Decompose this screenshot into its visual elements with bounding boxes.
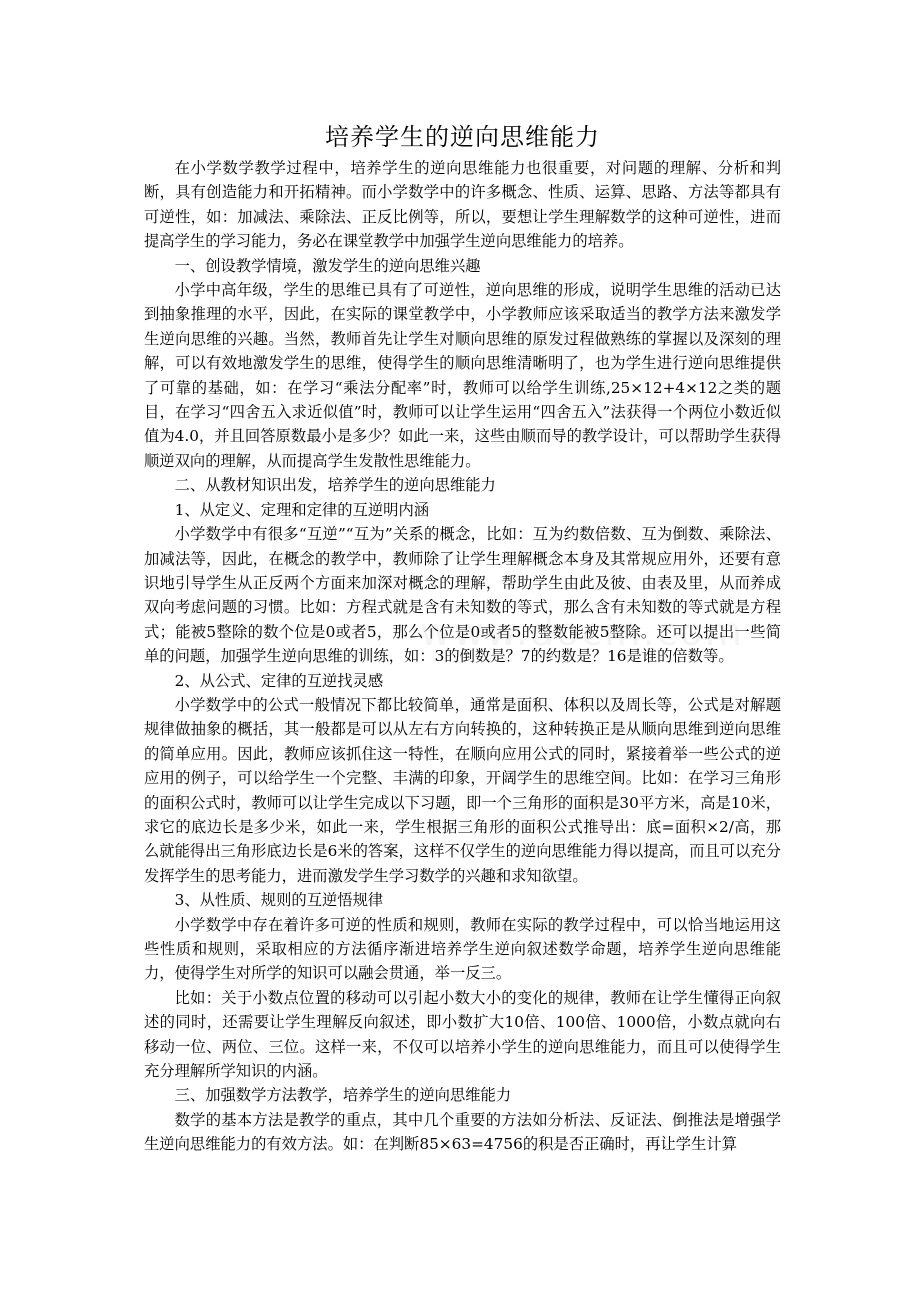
paragraph-subsection-2-3-example: 比如：关于小数点位置的移动可以引起小数大小的变化的规律，教师在让学生懂得正向叙述的同时，还需要让学生理解反向叙述，即小数扩大10倍、100倍、1000倍，小数点就向右移动一位、两位、三位。这样一来，不仅可以培养小学生的逆向思维能力，而且可以使得学生充分理解所学知识的内涵。	[144, 988, 781, 1081]
paragraph-subsection-2-1: 小学数学中有很多“互逆”“互为”关系的概念，比如：互为约数倍数、互为倒数、乘除法、加减法等，因此，在概念的教学中，教师除了让学生理解概念本身及其常规应用外，还要有意识地引导学生从正反两个方面来加深对概念的理解，帮助学生由此及彼、由表及里，从而养成双向考虑问题的习惯。比如：方程式就是含有未知数的等式，那么含有未知数的等式就是方程式；能被5整除的数个位是0或者5，那么个位是0或者5的整数能被5整除。还可以提出一些简单的问题，加强学生逆向思维的训练，如：3的倒数是？7的约数是？16是谁的倍数等。	[144, 525, 781, 666]
paragraph-subsection-2-3: 小学数学中存在着许多可逆的性质和规则，教师在实际的教学过程中，可以恰当地运用这些性质和规则，采取相应的方法循序渐进培养学生逆向叙述数学命题，培养学生逆向思维能力，使得学生对所学的知识可以融会贯通，举一反三。	[144, 915, 781, 983]
section-heading-2: 二、从教材知识出发，培养学生的逆向思维能力	[174, 476, 496, 495]
paragraph-intro: 在小学数学教学过程中，培养学生的逆向思维能力也很重要，对问题的理解、分析和判断，具有创造能力和开拓精神。而小学数学中的许多概念、性质、运算、思路、方法等都具有可逆性，如：加减法、乘除法、正反比例等，所以，要想让学生理解数学的这种可逆性，进而提高学生的学习能力，务必在课堂教学中加强学生逆向思维能力的培养。	[144, 159, 781, 251]
section-heading-1: 一、创设教学情境，激发学生的逆向思维兴趣	[174, 256, 481, 275]
document-title: 培养学生的逆向思维能力	[325, 123, 600, 151]
paragraph-subsection-2-2: 小学数学中的公式一般情况下都比较简单，通常是面积、体积以及周长等，公式是对解题规律做抽象的概括，其一般都是可以从左右方向转换的，这种转换正是从顺向思维到逆向思维的简单应用。因此，教师应该抓住这一特性，在顺向应用公式的同时，紧接着举一些公式的逆应用的例子，可以给学生一个完整、丰满的印象，开阔学生的思维空间。比如：在学习三角形的面积公式时，教师可以让学生完成以下习题，即一个三角形的面积是30平方米，高是10米，求它的底边长是多少米，如此一来，学生根据三角形的面积公式推导出：底=面积×2/高，那么就能得出三角形底边长是6米的答案，这样不仅学生的逆向思维能力得以提高，而且可以充分发挥学生的思考能力，进而激发学生学习数学的兴趣和求知欲望。	[144, 695, 781, 885]
document-page	[144, 122, 781, 1157]
paragraph-section-1: 小学中高年级，学生的思维已具有了可逆性，逆向思维的形成，说明学生思维的活动已达到抽象推理的水平，因此，在实际的课堂教学中，小学教师应该采取适当的教学方法来激发学生逆向思维的兴趣。当然，教师首先让学生对顺向思维的原发过程做熟练的掌握以及深刻的理解，可以有效地激发学生的思维，使得学生的顺向思维清晰明了，也为学生进行逆向思维提供了可靠的基础，如：在学习“乘法分配率”时，教师可以给学生训练,25×12+4×12之类的题目，在学习“四舍五入求近似值”时，教师可以让学生运用“四舍五入”法获得一个两位小数近似值为4.0，并且回答原数最小是多少？如此一来，这些由顺而导的教学设计，可以帮助学生获得顺逆双向的理解，从而提高学生发散性思维能力。	[144, 281, 781, 470]
subsection-heading-2-3: 3、从性质、规则的互逆悟规律	[174, 891, 384, 910]
paragraph-section-3: 数学的基本方法是教学的重点，其中几个重要的方法如分析法、反证法、倒推法是增强学生逆向思维能力的有效方法。如：在判断85×63=4756的积是否正确时，再让学生计算	[144, 1110, 781, 1154]
subsection-heading-2-2: 2、从公式、定律的互逆找灵感	[174, 671, 384, 690]
section-heading-3: 三、加强数学方法教学，培养学生的逆向思维能力	[174, 1086, 512, 1105]
subsection-heading-2-1: 1、从定义、定理和定律的互逆明内涵	[174, 500, 430, 519]
